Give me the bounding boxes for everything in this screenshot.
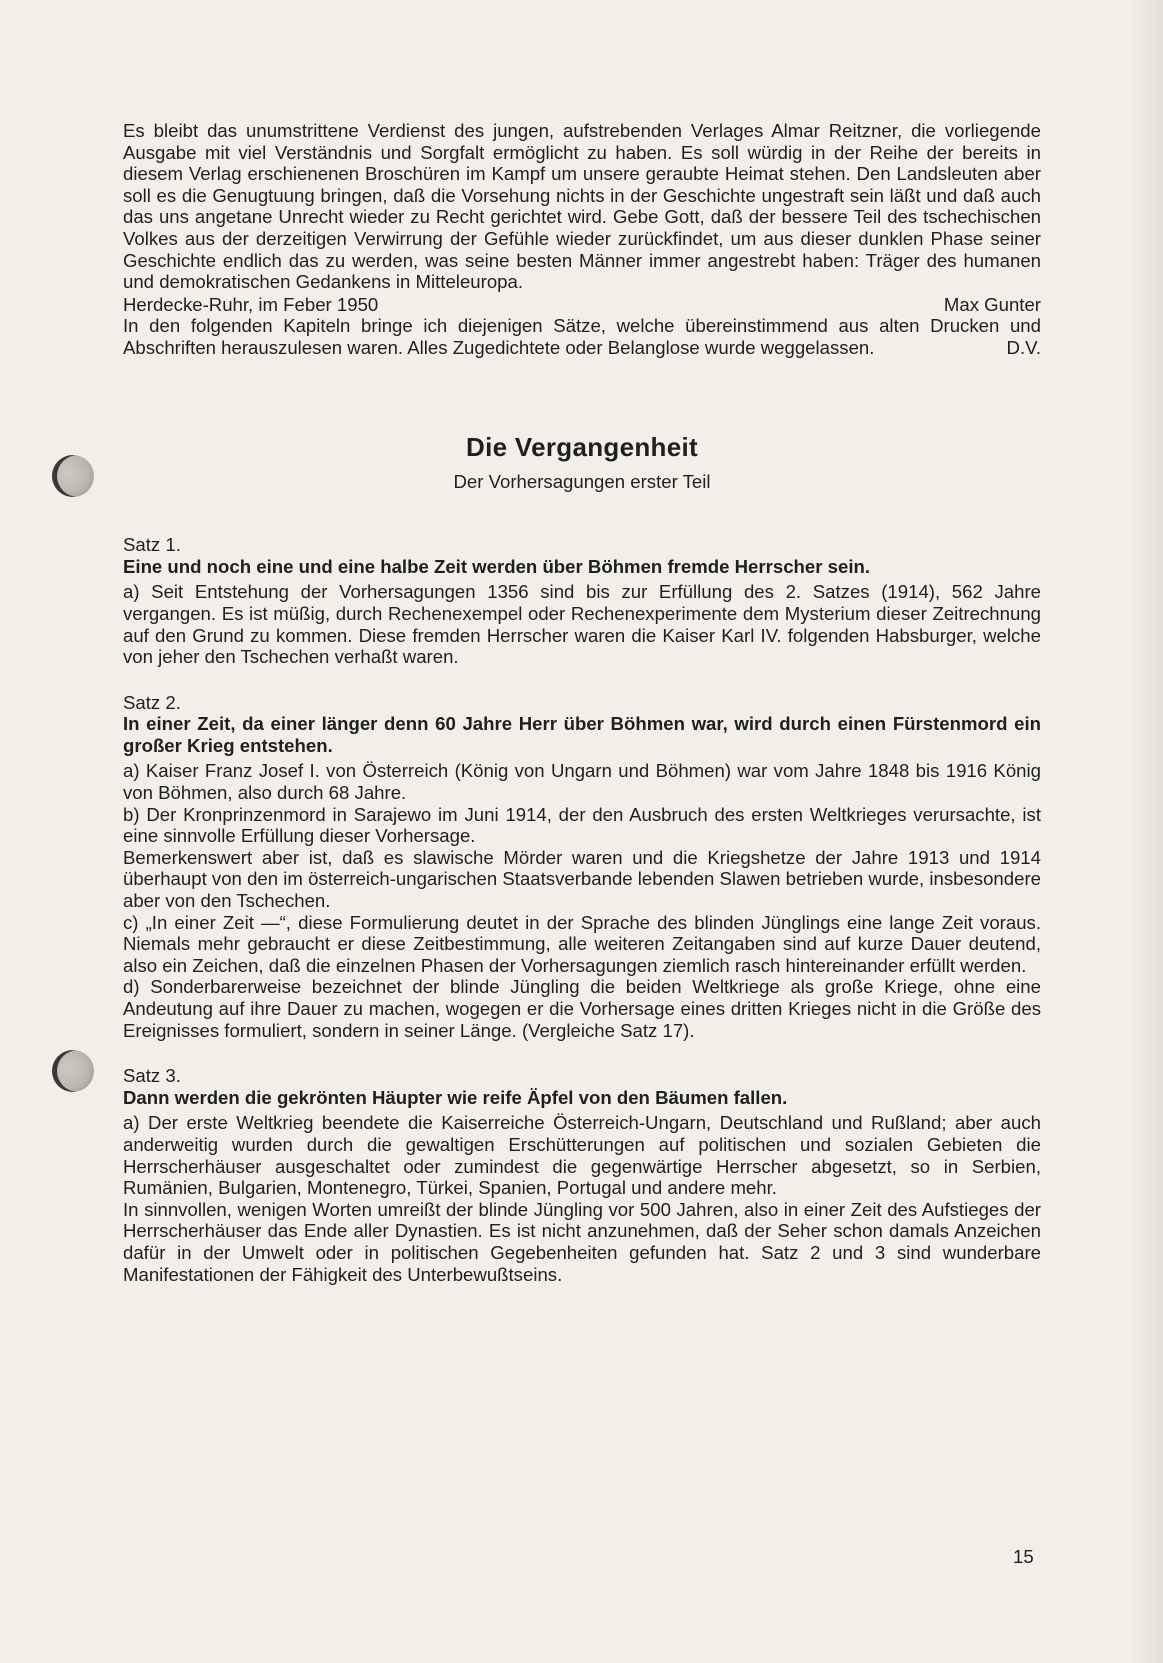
satz-heading: Eine und noch eine und eine halbe Zeit werden über Böhmen fremde Herrscher sein.: [123, 555, 871, 577]
author-name: Max Gunter: [943, 293, 1041, 315]
satz-section: [123, 692, 1041, 1042]
punch-hole: [52, 1050, 94, 1092]
satz-paragraph: b) Der Kronprinzenmord in Sarajewo im Juni 1914, der den Ausbruch des ersten Weltkrieges verursachte, ist eine sinnvolle Erfüllung dieser Vorhersage.: [123, 803, 1041, 847]
satz-paragraph: a) Der erste Weltkrieg beendete die Kaiserreiche Österreich-Ungarn, Deutschland und Rußland; aber auch anderweitig wurden durch die gewaltigen Erschütterungen auf politischen und sozialen Gebieten die Herrscherhäuser ausgeschaltet oder zumindest die gegenwärtige Herrscher abgesetzt, so in Serbien, Rumänien, Bulgarien, Montenegro, Türkei, Spanien, Portugal und andere mehr.: [123, 1112, 1041, 1199]
satz-number: Satz 1.: [123, 534, 181, 556]
satz-paragraph: d) Sonderbarerweise bezeichnet der blinde Jüngling die beiden Weltkriege als große Kriege, ohne eine Andeutung auf ihre Dauer zu machen, wogegen er die Vorhersage eines dritten Krieges nicht in die Größe des Ereignisses formuliert, sondern in seiner Länge. (Vergleiche Satz 17).: [123, 976, 1041, 1041]
satz-paragraph: a) Kaiser Franz Josef I. von Österreich (König von Ungarn und Böhmen) war vom Jahre 1848 bis 1916 König von Böhmen, also durch 68 Jahre.: [123, 760, 1041, 804]
chapter-title: Die Vergangenheit: [466, 431, 698, 462]
satz-heading: Dann werden die gekrönten Häupter wie reife Äpfel von den Bäumen fallen.: [123, 1086, 788, 1108]
satz-number: Satz 3.: [123, 1065, 181, 1087]
satz-number: Satz 2.: [123, 691, 181, 713]
satz-section: [123, 1065, 1041, 1285]
page-number: 15: [1013, 1546, 1034, 1567]
intro-paragraph: Es bleibt das unumstrittene Verdienst des jungen, aufstrebenden Verlages Almar Reitzner, die vorliegende Ausgabe mit viel Verständnis und Sorgfalt ermöglicht zu haben. Es soll würdig in der Reihe der bereits in diesem Verlag erschienenen Broschüren im Kampf um unsere geraubte Heimat stehen. Den Landsleuten aber soll es die Genugtuung bringen, daß die Vorsehung nichts in der Geschichte ungestraft sein läßt und daß auch das uns angetane Unrecht wieder zu Recht gerichtet wird. Gebe Gott, daß der bessere Teil des tschechischen Volkes aus der derzeitigen Verwirrung der Gefühle wieder zurückfindet, um aus dieser dunklen Phase seiner Geschichte endlich das zu werden, was seine besten Männer immer angestrebt haben: Träger des humanen und demokratischen Gedankens in Mitteleuropa.: [123, 120, 1041, 293]
editor-note-text: In den folgenden Kapiteln bringe ich diejenigen Sätze, welche übereinstimmend aus alten Drucken und Abschriften herauszulesen waren. Alles Zugedichtete oder Belanglose wurde weggelassen.: [123, 315, 1041, 358]
signature-row: [123, 294, 1041, 316]
editor-note-sign: D.V.: [1006, 336, 1041, 358]
place-date: Herdecke-Ruhr, im Feber 1950: [123, 293, 379, 315]
page-content: [123, 120, 1041, 1285]
chapter-subtitle: Der Vorhersagungen erster Teil: [453, 470, 711, 492]
satz-paragraph: In sinnvollen, wenigen Worten umreißt der blinde Jüngling vor 500 Jahren, also in einer Zeit des Aufstieges der Herrscherhäuser das Ende aller Dynastien. Es ist nicht anzunehmen, daß der Seher schon damals Anzeichen dafür in der Umwelt oder in politischen Gegebenheiten gefunden hat. Satz 2 und 3 sind wunderbare Manifestationen der Fähigkeit des Unterbewußtseins.: [123, 1198, 1041, 1285]
editor-note: [123, 315, 1041, 358]
satz-heading: In einer Zeit, da einer länger denn 60 Jahre Herr über Böhmen war, wird durch einen Fürstenmord ein großer Krieg entstehen.: [123, 713, 1041, 756]
satz-paragraph: c) „In einer Zeit —“, diese Formulierung deutet in der Sprache des blinden Jünglings eine lange Zeit voraus. Niemals mehr gebraucht er diese Zeitbestimmung, alle weiteren Zeitangaben sind auf kurze Dauer deutend, also ein Zeichen, daß die einzelnen Phasen der Vorhersagungen ziemlich rasch hintereinander erfüllt werden.: [123, 911, 1041, 976]
satz-paragraph: a) Seit Entstehung der Vorhersagungen 1356 sind bis zur Erfüllung des 2. Satzes (1914), 562 Jahre vergangen. Es ist müßig, durch Rechenexempel oder Rechenexperimente dem Mysterium dieser Zeitrechnung auf den Grund zu kommen. Diese fremden Herrscher waren die Kaiser Karl IV. folgenden Habsburger, welche von jeher den Tschechen verhaßt waren.: [123, 581, 1041, 668]
satz-paragraph: Bemerkenswert aber ist, daß es slawische Mörder waren und die Kriegshetze der Jahre 1913 und 1914 überhaupt von den im österreich-ungarischen Staatsverbande lebenden Slawen betrieben wurde, insbesondere aber von den Tschechen.: [123, 846, 1041, 912]
satz-section: [123, 534, 1041, 668]
punch-hole: [52, 455, 94, 497]
